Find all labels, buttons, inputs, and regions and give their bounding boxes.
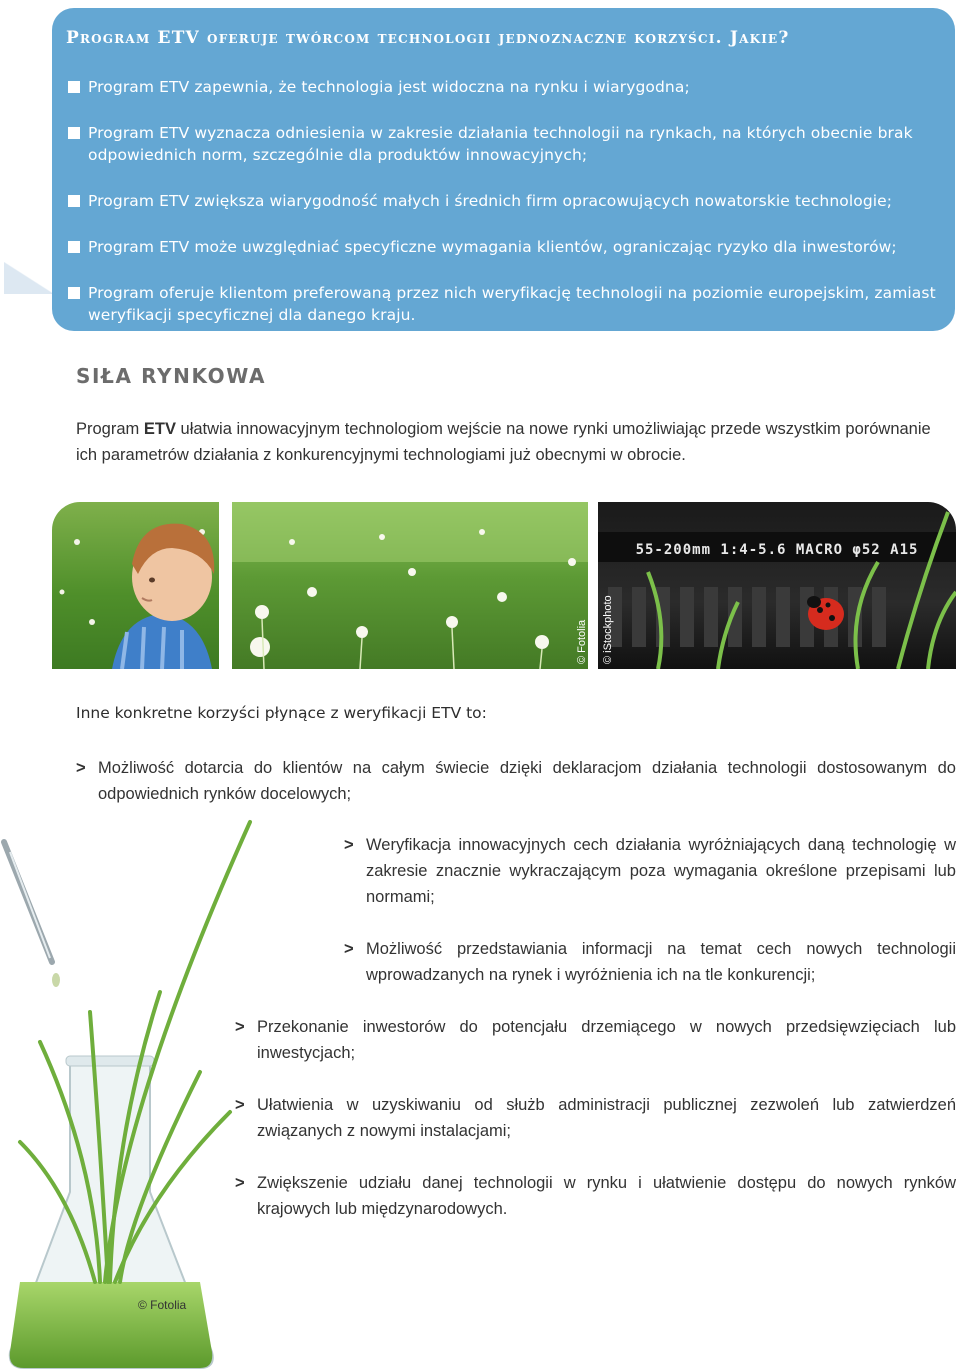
- flask-with-plant-illustration: [0, 812, 260, 1372]
- square-bullet-icon: [68, 241, 80, 253]
- benefit-text: Program ETV wyznacza odniesienia w zakresie działania technologii na rynkach, na których obecnie brak odpowiednich norm, szczególnie dla produktów innowacyjnych;: [88, 124, 913, 164]
- dandelion-illustration: [232, 502, 588, 669]
- square-bullet-icon: [68, 81, 80, 93]
- arrow-marker-icon: >: [235, 1096, 245, 1114]
- square-bullet-icon: [68, 195, 80, 207]
- benefit-point: [76, 755, 956, 807]
- benefit-item: [68, 236, 948, 258]
- benefit-point: [235, 1014, 956, 1066]
- benefit-item: [68, 76, 948, 98]
- photo-camera-lens-ladybug: [598, 502, 956, 669]
- benefit-point: [235, 1092, 956, 1144]
- arrow-marker-icon: >: [235, 1174, 245, 1192]
- benefit-point-text: Zwiększenie udziału danej technologii w rynku i ułatwienie dostępu do nowych rynków krajowych lub międzynarodowych.: [257, 1174, 956, 1218]
- intro-text-end: ułatwia innowacyjnym technologiom wejście na nowe rynki umożliwiając przede wszystkim porównanie ich parametrów działania z konkurencyjnymi technologiami już obecnymi w obrocie.: [76, 420, 931, 464]
- benefit-text: Program ETV może uwzględniać specyficzne wymagania klientów, ograniczając ryzyko dla inwestorów;: [88, 238, 897, 256]
- benefits-box: [52, 8, 955, 331]
- benefits-list: [68, 76, 948, 350]
- benefit-text: Program ETV zwiększa wiarygodność małych i średnich firm opracowujących nowatorskie technologie;: [88, 192, 893, 210]
- benefit-text: Program ETV zapewnia, że technologia jest widoczna na rynku i wiarygodna;: [88, 78, 690, 96]
- benefit-item: [68, 282, 948, 326]
- arrow-marker-icon: >: [235, 1018, 245, 1036]
- square-bullet-icon: [68, 287, 80, 299]
- benefit-point-text: Ułatwienia w uzyskiwaniu od służb administracji publicznej zezwoleń lub zatwierdzeń związanych z nowymi instalacjami;: [257, 1096, 956, 1140]
- intro-text-bold: ETV: [143, 420, 176, 438]
- photo-credit-fotolia: © Fotolia: [576, 619, 588, 664]
- benefit-item: [68, 190, 948, 212]
- boy-illustration: [52, 502, 219, 669]
- benefit-text: Program oferuje klientom preferowaną przez nich weryfikację technologii na poziomie europejskim, zamiast weryfikacji specyficznej dla danego kraju.: [88, 284, 936, 324]
- benefit-item: [68, 122, 948, 166]
- benefit-point: [344, 832, 956, 910]
- benefits-box-title: Program ETV oferuje twórcom technologii jednoznaczne korzyści. Jakie?: [66, 28, 790, 48]
- benefit-point: [235, 1170, 956, 1222]
- decorative-triangle: [4, 262, 54, 294]
- arrow-marker-icon: >: [76, 759, 86, 777]
- photo-dandelion-field: [232, 502, 588, 669]
- benefit-point-text: Możliwość dotarcia do klientów na całym świecie dzięki deklaracjom działania technologii dostosowanym do odpowiednich rynków docelowych;: [98, 759, 956, 803]
- lens-illustration: [598, 502, 956, 669]
- benefit-point-text: Weryfikacja innowacyjnych cech działania wyróżniających daną technologię w zakresie znacznie wykraczającym poza wymagania określone przepisami lub normami;: [366, 836, 956, 906]
- intro-text-start: Program: [76, 420, 144, 438]
- lens-marking: 55-200mm 1:4-5.6 MACRO φ52 A15: [635, 542, 919, 558]
- benefit-point-text: Możliwość przedstawiania informacji na temat cech nowych technologii wprowadzanych na rynek i wyróżnienia ich na tle konkurencji;: [366, 940, 956, 984]
- other-benefits-heading: Inne konkretne korzyści płynące z weryfikacji ETV to:: [76, 704, 487, 722]
- arrow-marker-icon: >: [344, 940, 354, 958]
- photo-boy-in-grass: [52, 502, 219, 669]
- benefit-point: [344, 936, 956, 988]
- section-title: SIŁA RYNKOWA: [76, 364, 267, 388]
- photo-credit-istockphoto: © iStockphoto: [602, 595, 614, 664]
- benefit-point-text: Przekonanie inwestorów do potencjału drzemiącego w nowych przedsięwzięciach lub inwestycjach;: [257, 1018, 956, 1062]
- intro-paragraph: [76, 416, 956, 468]
- arrow-marker-icon: >: [344, 836, 354, 854]
- square-bullet-icon: [68, 127, 80, 139]
- flask-photo-credit: © Fotolia: [138, 1298, 187, 1312]
